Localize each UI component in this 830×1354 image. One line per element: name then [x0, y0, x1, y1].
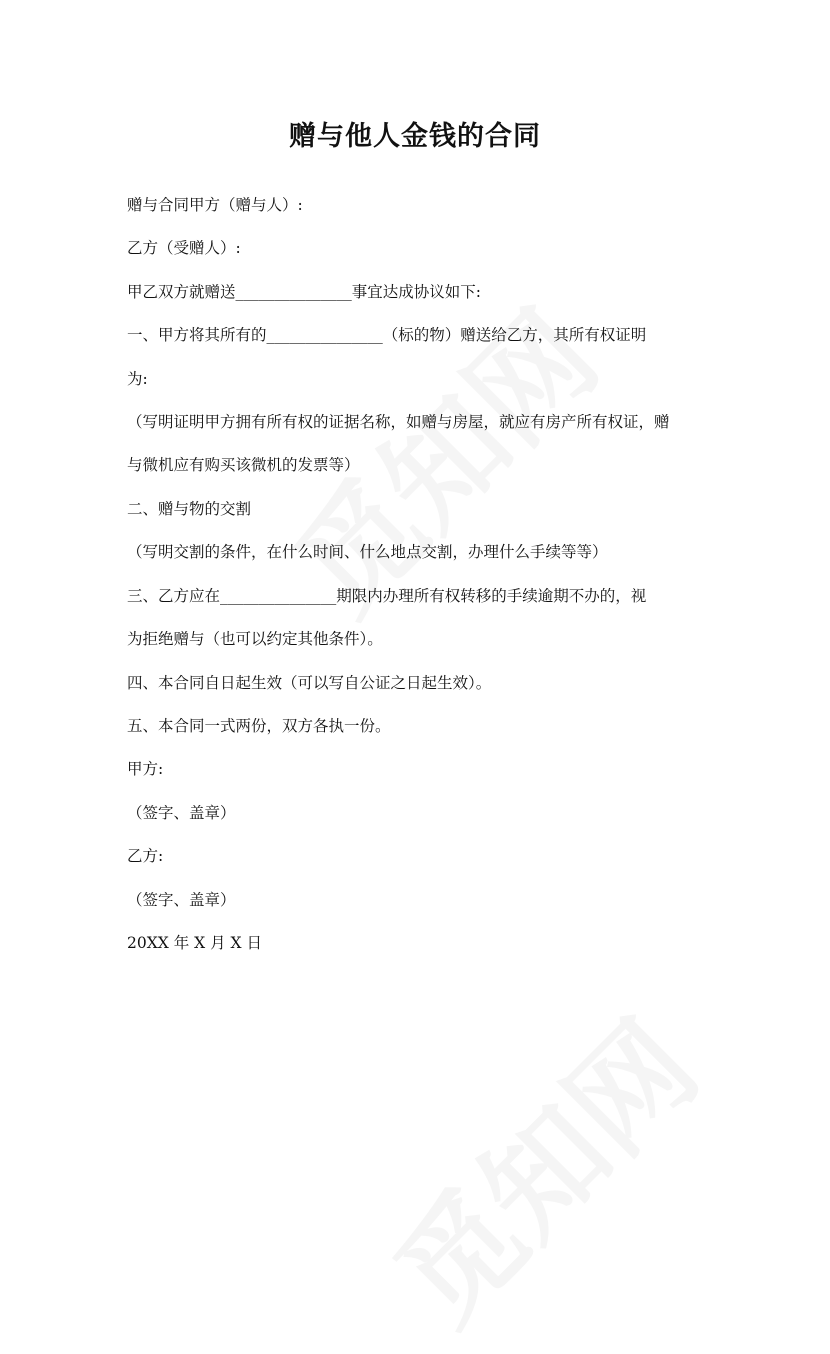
- clause-1-line-2: 为:: [127, 370, 148, 388]
- clause-1-line-1: 一、甲方将其所有的_______________（标的物）赠送给乙方，其所有权证明: [127, 326, 647, 344]
- watermark: [352, 978, 728, 1354]
- signature-note-a: （签字、盖章）: [127, 804, 236, 822]
- document-title: 赠与他人金钱的合同: [289, 121, 541, 152]
- signature-party-b: 乙方:: [127, 847, 164, 865]
- signature-date: 20XX 年 X 月 X 日: [127, 934, 262, 952]
- clause-2-heading: 二、赠与物的交割: [127, 500, 252, 518]
- party-a-label: 赠与合同甲方（赠与人）:: [127, 196, 303, 214]
- clause-3-line-1: 三、乙方应在_______________期限内办理所有权转移的手续逾期不办的，视: [127, 587, 647, 605]
- clause-1-note-line-1: （写明证明甲方拥有所有权的证据名称，如赠与房屋，就应有房产所有权证，赠: [127, 413, 670, 431]
- party-b-label: 乙方（受赠人）:: [127, 239, 241, 257]
- clause-1-note-line-2: 与微机应有购买该微机的发票等）: [127, 456, 360, 474]
- clause-5: 五、本合同一式两份，双方各执一份。: [127, 717, 391, 735]
- agreement-intro: 甲乙双方就赠送_______________事宜达成协议如下:: [127, 283, 481, 301]
- signature-note-b: （签字、盖章）: [127, 891, 236, 909]
- clause-3-line-2: 为拒绝赠与（也可以约定其他条件）。: [127, 630, 383, 648]
- clause-4: 四、本合同自日起生效（可以写自公证之日起生效）。: [127, 674, 492, 692]
- clause-2-note: （写明交割的条件，在什么时间、什么地点交割，办理什么手续等等）: [127, 543, 608, 561]
- signature-party-a: 甲方:: [127, 760, 164, 778]
